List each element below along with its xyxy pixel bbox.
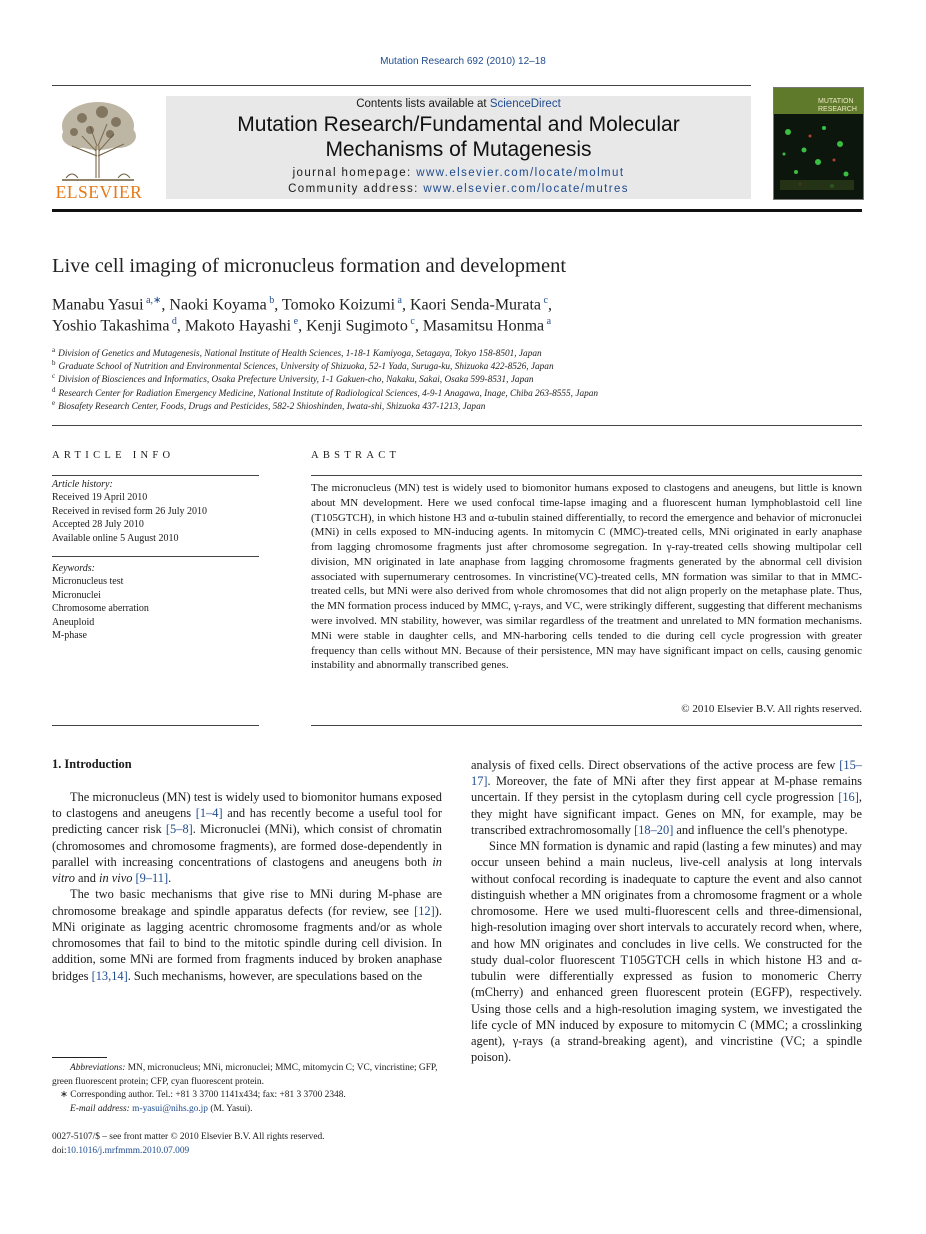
keyword-item[interactable]: Micronuclei — [52, 589, 101, 601]
citation-link[interactable]: [5–8] — [165, 822, 193, 837]
abstract-heading: ABSTRACT — [311, 450, 401, 461]
journal-homepage — [166, 167, 751, 179]
cover-fluorescence-icon — [774, 114, 863, 199]
issn-line: 0027-5107/$ – see front matter © 2010 Elsevier B.V. All rights reserved. — [52, 1132, 325, 1142]
sciencedirect-link[interactable]: ScienceDirect — [489, 98, 561, 110]
affiliation-mark: b — [52, 359, 56, 368]
history-item: Received in revised form 26 July 2010 — [52, 505, 207, 517]
keyword-item[interactable]: Aneuploid — [52, 616, 95, 628]
author-affiliation-mark[interactable]: c — [407, 316, 415, 327]
citation-link[interactable]: [15–17] — [471, 758, 862, 789]
affiliation-text: Research Center for Radiation Emergency Medicine, National Institute of Radiological Sciences, 4-9-1 Anagawa, Inage, Chiba 263-8555, Japan — [58, 388, 599, 399]
contents-prefix: Contents lists available at — [356, 98, 490, 110]
body-text: and influence the cell's phenotype. — [673, 822, 848, 837]
affiliation-b — [52, 359, 554, 372]
homepage-label: journal homepage: — [292, 167, 417, 179]
author-separator: , — [274, 296, 282, 314]
abstract-copyright: © 2010 Elsevier B.V. All rights reserved. — [681, 703, 862, 715]
email-suffix: (M. Yasui). — [207, 1103, 253, 1114]
section-heading-introduction: 1. Introduction — [52, 757, 132, 771]
abbreviations-label: Abbreviations: — [70, 1063, 126, 1073]
intro-paragraph-4 — [471, 838, 862, 1065]
emphasis-text: in vivo — [99, 871, 133, 886]
author-affiliation-mark[interactable]: c — [541, 295, 548, 306]
author-name: Kenji Sugimoto — [306, 317, 408, 335]
intro-paragraph-3 — [471, 757, 862, 838]
author-name: Yoshio Takashima — [52, 317, 170, 335]
article-info-heading: ARTICLE INFO — [52, 450, 175, 461]
history-list — [52, 491, 259, 545]
intro-paragraph-2 — [52, 886, 442, 983]
author-separator: , — [298, 317, 307, 335]
abstract-bottom-rule — [311, 725, 862, 726]
body-text: , they might have significant impact. Genes on MN, for example, may be transcribed extrachromosomally — [471, 790, 862, 837]
elsevier-logo — [52, 96, 146, 200]
emphasis-text: in vitro — [52, 854, 442, 886]
author-affiliation-mark[interactable]: a — [544, 316, 552, 327]
author-separator: , — [547, 296, 552, 314]
doi-link[interactable]: 10.1016/j.mrfmmm.2010.07.009 — [66, 1145, 190, 1156]
authors-line1 — [52, 295, 552, 314]
affiliations-rule — [52, 425, 862, 426]
footnotes — [52, 1062, 442, 1116]
journal-citation[interactable]: Mutation Research 692 (2010) 12–18 — [380, 56, 546, 67]
body-text: . — [168, 871, 172, 886]
author-name: Kaori Senda-Murata — [409, 296, 542, 314]
right-column-body — [471, 757, 862, 1065]
cover-title-line2: RESEARCH — [818, 106, 857, 113]
address-label: Community address: — [288, 183, 424, 195]
affiliation-text: Biosafety Research Center, Foods, Drugs and Pesticides, 582-2 Shioshinden, Iwata-shi, Shizuoka 437-1213, Japan — [58, 401, 486, 412]
doi-line — [52, 1145, 472, 1159]
author-name: Makoto Hayashi — [184, 317, 292, 335]
article-info-rule — [52, 475, 259, 476]
author-affiliation-mark[interactable]: b — [266, 295, 275, 306]
affiliation-mark: c — [52, 372, 56, 381]
keyword-item[interactable]: Chromosome aberration — [52, 603, 149, 615]
community-address — [166, 183, 751, 195]
header-rule — [52, 85, 751, 86]
author-separator: , — [401, 296, 410, 314]
left-column-body — [52, 789, 442, 984]
author-separator: , — [414, 317, 423, 335]
issn-block — [52, 1131, 472, 1158]
article-history — [52, 478, 259, 545]
history-item: Received 19 April 2010 — [52, 492, 148, 504]
history-label: Article history: — [52, 479, 113, 490]
author-name: Masamitsu Honma — [422, 317, 545, 335]
keyword-item[interactable]: Micronucleus test — [52, 576, 124, 588]
abbreviations-footnote — [52, 1062, 442, 1089]
abbreviations-text: MN, micronucleus; MNi, micronuclei; MMC, mitomycin C; VC, vincristine; GFP, green fluorescent protein; CFP, cyan fluorescent protein. — [52, 1063, 438, 1087]
author-name: Tomoko Koizumi — [281, 296, 396, 314]
journal-cover-image[interactable] — [773, 87, 864, 200]
intro-paragraph-1 — [52, 789, 442, 886]
body-text: Since MN formation is dynamic and rapid (lasting a few minutes) and may occur unseen behind a main nucleus, live-cell analysis at long intervals without confocal recording is inadequate to capture the event and also cannot distinguish whether a MN originates from a chromosome fragment or a whole chromosome. Here we used multi-fluorescent cells and three-dimensional, high-resolution imaging over short intervals to accurately record when, where, and how MN originates and concludes in live cells. We constructed for the study dual-color fluorescent T105GTCH cells in which histone H3 and α-tubulin were differentially expressed as fusion to monomeric Cherry (mCherry) and enhanced green fluorescent protein (EGFP), respectively. Using those cells and a high-resolution imaging system, we investigated the life cycle of MN induced by exposure to mitomycin C (MMC; a crosslinking agent), γ-rays (a strand-breaking agent), and vincristine (VC; a spindle poison). — [471, 839, 862, 1065]
keywords-block — [52, 562, 259, 642]
body-text: The two basic mechanisms that give rise to MNi during M-phase are chromosome breakage and spindle apparatus defects (for review, see — [52, 887, 442, 918]
journal-banner — [166, 96, 751, 199]
affiliation-mark: e — [52, 398, 56, 407]
footnote-rule — [52, 1057, 107, 1058]
article-title: Live cell imaging of micronucleus formation and development — [52, 255, 567, 277]
homepage-link[interactable]: www.elsevier.com/locate/molmut — [416, 167, 625, 179]
doi-label: doi: — [52, 1145, 67, 1156]
header-thick-rule — [52, 209, 862, 212]
journal-title-line1: Mutation Research/Fundamental and Molecular — [237, 113, 680, 136]
abstract-rule — [311, 475, 862, 476]
author-name: Manabu Yasui — [52, 296, 144, 314]
email-link[interactable]: m-yasui@nihs.go.jp — [132, 1103, 208, 1114]
author-affiliation-mark[interactable]: d — [169, 316, 177, 327]
body-text: and has recently become a useful tool for predicting cancer risk — [52, 806, 442, 837]
citation-link[interactable]: [1–4] — [195, 806, 223, 821]
body-text: . Such mechanisms, however, are speculations based on the — [127, 968, 423, 983]
author-affiliation-mark[interactable]: a — [395, 295, 402, 306]
history-item: Accepted 28 July 2010 — [52, 519, 144, 531]
body-text: The micronucleus (MN) test is widely used to biomonitor humans exposed to clastogens and aneugens — [52, 790, 442, 821]
citation-link[interactable]: [12] — [414, 903, 435, 918]
corresponding-footnote — [52, 1089, 442, 1103]
citation-link[interactable]: [9–11] — [135, 871, 169, 886]
affiliation-mark: a — [52, 346, 56, 354]
corresponding-mark: ∗ — [60, 1090, 68, 1101]
keyword-item[interactable]: M-phase — [52, 630, 87, 642]
affiliation-c — [52, 372, 534, 385]
affiliation-d — [52, 386, 598, 399]
body-text: ). MNi originate as lagging acentric chromosome fragments and/or as whole chromosomes that fail to bind to the mitotic spindle during cell division. In addition, some MNi are formed from fragments induced by broken anaphase bridges — [52, 903, 442, 983]
journal-title-line2: Mechanisms of Mutagenesis — [325, 138, 592, 161]
body-text: . Micronuclei (MNi), which consist of chromatin (chromosomes and chromosome fragments), are formed dose-dependently in parallel with increasing concentrations of clastogens and aneugens both — [52, 822, 442, 869]
abstract-text: The micronucleus (MN) test is widely used to biomonitor humans exposed to clastogens and aneugens, but little is known about MN development. Here we used confocal time-lapse imaging and a fluorescent human lymphoblastoid cell line (T105GTCH), in which histone H3 and α-tubulin stained differentially, to record the emergence and behavior of micronuclei (MNi) in cells exposed to MN-inducing agents. In mitomycin C (MMC)-treated cells, MNi originated in early anaphase from lagging chromosome fragments just after chromosome segregation. In γ-ray-treated cells showing multipolar cell division, MN originated in late anaphase from lagging chromosome fragments generated by the abnormal cell division associated with supernumerary centrosomes. In vincristine(VC)-treated cells, MN formation was similar to that in MMC-treated cells, but MNi were also derived from whole chromosomes that did not align properly on the metaphase plate. Thus, the MN formation process induced by MMC, γ-rays, and VC, were strikingly different, suggesting that different mechanisms were involved. MN stability, however, was similar regardless of the treatment and unrelated to MN formation mechanisms. MNi were stable in daughter cells, and MN-harboring cells tended to die during cell cycle progression with greater frequency than cells without MN. Because of their persistence, MN may have significant impact on cells, causing genomic instability and abnormally transcribed genes. — [311, 482, 862, 672]
contents-line — [166, 98, 751, 110]
author-name: Naoki Koyama — [169, 296, 267, 314]
journal-title — [166, 112, 751, 162]
author-affiliation-mark[interactable]: a,∗ — [143, 295, 162, 306]
history-item: Available online 5 August 2010 — [52, 532, 179, 544]
affiliation-text: Division of Genetics and Mutagenesis, National Institute of Health Sciences, 1-18-1 Kamiyoga, Setagaya, Tokyo 158-8501, Japan — [58, 349, 542, 360]
affiliation-mark: d — [52, 385, 56, 394]
body-text: analysis of fixed cells. Direct observations of the active process are few — [471, 758, 840, 772]
affiliation-text: Graduate School of Nutrition and Environmental Sciences, University of Shizuoka, 52-1 Yada, Suruga-ku, Shizuoka 422-8526, Japan — [58, 362, 554, 373]
corresponding-text: Corresponding author. Tel.: +81 3 3700 1141x434; fax: +81 3 3700 2348. — [67, 1090, 346, 1101]
author-affiliation-mark[interactable]: e — [291, 316, 299, 327]
address-link[interactable]: www.elsevier.com/locate/mutres — [423, 183, 629, 195]
keyword-list — [52, 575, 259, 642]
citation-link[interactable]: [13,14] — [91, 968, 128, 983]
cover-title-line1: MUTATION — [818, 98, 854, 105]
author-separator: , — [161, 296, 170, 314]
body-text: and — [74, 871, 100, 886]
citation-link[interactable]: [18–20] — [634, 822, 674, 837]
affiliation-e — [52, 399, 485, 412]
email-footnote — [52, 1103, 442, 1117]
publisher-name: ELSEVIER — [55, 182, 143, 202]
keywords-label: Keywords: — [52, 563, 95, 574]
info-bottom-rule — [52, 725, 259, 726]
cover-title — [818, 98, 857, 114]
author-separator: , — [176, 317, 185, 335]
citation-link[interactable]: [16] — [838, 790, 859, 805]
authors-line2 — [52, 316, 551, 335]
affiliation-text: Division of Biosciences and Informatics, Osaka Prefecture University, 1-1 Gakuen-cho, Nakaku, Sakai, Osaka 599-8531, Japan — [58, 375, 534, 386]
body-text: . Moreover, the fate of MNi after they first appear at M-phase remains uncertain. If they persist in the cytoplasm during cell cycle progression — [471, 774, 862, 805]
affiliation-a — [52, 346, 542, 359]
keywords-rule — [52, 556, 259, 557]
email-label: E-mail address: — [70, 1103, 130, 1114]
